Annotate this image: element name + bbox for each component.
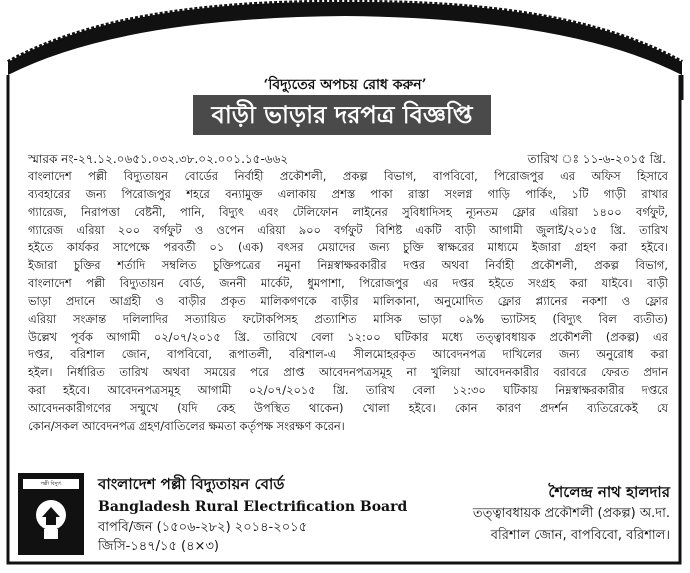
breb-logo <box>18 473 84 555</box>
body-line: হইল। নির্ধারিত তারিখ অথবা সময়ের পরে প্রাপ্ত আবেদনপত্রসমূহ না খুলিয়া আবেদনকারীর বরাবরে ফেরত প্রদান <box>28 365 668 380</box>
body-line: গ্যারেজ, নিরাপত্তা বেষ্টনী, পানি, বিদ্যুৎ এবং টেলিফোন লাইনের সুবিধাদিসহ ন্যূনতম ফ্লোর এরিয়া ১৪০০ বর্গফুট, <box>28 204 668 219</box>
body-line: এরিয়া সংক্রান্ত দলিলাদির সত্যায়িত ফটোকপিসহ প্রত্যাশিত মাসিক ভাড়া ০৯% ভ্যাটসহ (বিদ্যুৎ বিল ব্যতীত) <box>28 311 668 326</box>
board-name-en: Bangladesh Rural Electrification Board <box>98 499 408 515</box>
body-line: বাংলাদেশ পল্লী বিদ্যুতায়ন বোর্ডের নির্বাহী প্রকৌশলী, প্রকল্প বিভাগ, বাপবিবো, পিরোজপুর এর অফিস হিসাবে <box>28 169 668 183</box>
body-line: বাংলাদেশ পল্লী বিদ্যুতায়ন বোর্ড, জননী মার্কেট, ধুমপাশা, পিরোজপুর এর দপ্তর হইতে সংগ্রহ করা যাইবে। বাড়ী <box>28 276 668 291</box>
signature-block <box>473 481 670 547</box>
notice-body <box>28 168 668 436</box>
body-line: আবেদনকারীগণের সম্মুখে (যদি কেহ উপস্থিত থাকেন) খোলা হইবে। কোন কারণ প্রদর্শন ব্যতিরেকেই যে <box>28 400 668 415</box>
body-line: কোন/সকল আবেদনপত্র গ্রহণ/বাতিলের ক্ষমতা কর্তৃপক্ষ সংরক্ষণ করেন। <box>28 418 345 433</box>
body-line: ইজারা চুক্তির শর্তাদি সম্বলিত চুক্তিপত্রের নমুনা নিম্নস্বাক্ষরকারীর দপ্তর অথবা নির্বাহী প্রকৌশলী, প্রকল্প বিভাগ, <box>28 258 668 273</box>
signatory-designation: তত্ত্বাবধায়ক প্রকৌশলী (প্রকল্প) অ.দা. <box>472 506 670 521</box>
board-reference-2: জিসি-১৪৭/১৫ (৪×৩) <box>98 539 219 554</box>
body-line: হইতে কার্যকর সাপেক্ষে পরবর্তী ০১ (এক) বৎসর মেয়াদের জন্য চুক্তি স্বাক্ষরের মাধ্যমে ইজারা গ্রহণ করা হইবে। <box>28 240 668 255</box>
bulb-icon <box>28 495 74 545</box>
body-line: গ্যারেজ এরিয়া ২০০ বর্গফুট ও ওপেন এরিয়া ৯০০ বর্গফুট বিশিষ্ট একটি বাড়ী আগামী জুলাই/২০১৫ খ্রি. তারিখ <box>28 222 668 237</box>
body-line: ব্যবহারের জন্য পিরোজপুর শহরে বন্যামুক্ত এলাকায় প্রশস্ত পাকা রাস্তা সংলগ্ন গাড়ি পার্কিং, ১টি গাড়ী রাখার <box>28 186 668 201</box>
body-line: উল্লেখ পূর্বক আগামী ০২/০৭/২০১৫ খ্রি. তারিখে বেলা ১২:০০ ঘটিকার মধ্যে তত্ত্বাবধায়ক প্রকৌশলী (প্রকল্প) এর <box>28 329 668 344</box>
body-line: দপ্তর, বরিশাল জোন, বাপবিবো, রূপাতলী, বরিশাল-এ সীলমোহরকৃত আবেদনপত্র দাখিলের জন্য অনুরোধ করা <box>28 347 668 362</box>
notice-date: তারিখ ঃ ১১-৬-২০১৫ খ্রি. <box>527 152 666 166</box>
memo-number: স্মারক নং-২৭.১২.০৬৫১.০৩২.৩৮.০২.০০১.১৫-৬৬২ <box>28 152 289 166</box>
notice-title: বাড়ী ভাড়ার দরপত্র বিজ্ঞপ্তি <box>193 95 491 135</box>
slogan: ‘বিদ্যুতের অপচয় রোধ করুন’ <box>263 77 427 93</box>
body-line: ভাড়া প্রদানে আগ্রহী ও বাড়ীর প্রকৃত মালিকগণকে বাড়ীর মালিকানা, অনুমোদিত ফ্লোর প্ল্যানের নকশা ও ফ্লোর <box>28 293 668 308</box>
board-reference-1: বাপবি/জন (১৫০৬-২৮২) ২০১৪-২০১৫ <box>98 520 308 535</box>
logo-caption: পল্লী বিদ্যুৎ <box>23 479 79 489</box>
body-line: করা হইবে। আবেদনপত্রসমূহ আগামী ০২/০৭/২০১৫ খ্রি. তারিখ বেলা ১২:৩০ ঘটিকায় নিম্নস্বাক্ষরকারীর দপ্তরে <box>28 383 668 398</box>
board-name-bn: বাংলাদেশ পল্লী বিদ্যুতায়ন বোর্ড <box>98 475 285 493</box>
signatory-name: শৈলেন্দ্র নাথ হালদার <box>548 483 670 501</box>
memo-row <box>28 151 666 169</box>
signatory-office: বরিশাল জোন, বাপবিবো, বরিশাল। <box>490 528 670 543</box>
